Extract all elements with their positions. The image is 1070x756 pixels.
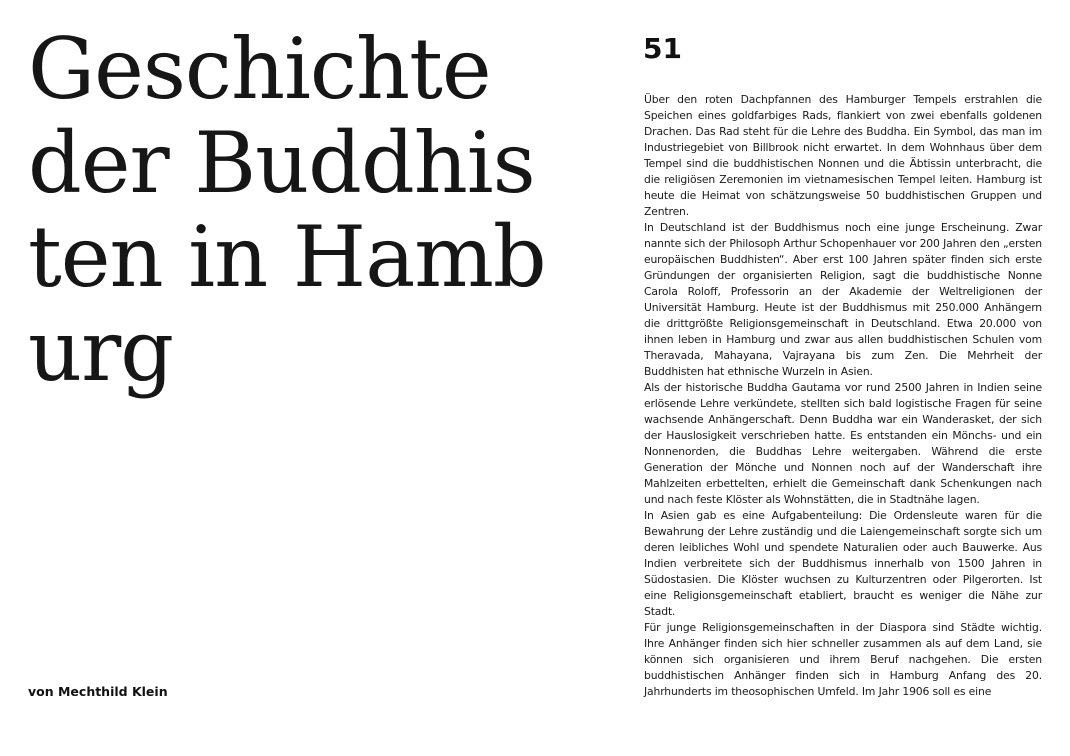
title-line: der Buddhis [28, 114, 535, 212]
title-line: Geschichte [28, 20, 491, 118]
title-line: urg [28, 302, 174, 400]
paragraph: In Asien gab es eine Aufgabenteilung: Die Ordensleute waren für die Bewahrung der Lehre zuständig und die Laiengemeinschaft sorgte sich um deren leibliches Wohl und spendete Naturalien oder auch Bauwerke. Aus Indien verbreitete sich der Buddhismus innerhalb von 1500 Jahren in Südostasien. Die Klöster wuchsen zu Kulturzentren oder Pilgerorten. Ist eine Religionsgemeinschaft etabliert, braucht es weniger die Nähe zur Stadt. [644, 509, 1042, 618]
article-title [28, 20, 546, 400]
paragraph: In Deutschland ist der Buddhismus noch eine junge Erscheinung. Zwar nannte sich der Philosoph Arthur Schopenhauer vor 200 Jahren den „ersten europäischen Buddhisten“. Aber erst 100 Jahren später finden sich erste Gründungen der organisierten Religion, sagt die buddhistische Nonne Carola Roloff, Professorin an der Akademie der Weltreligionen der Universität Hamburg. Heute ist der Buddhismus mit 250.000 Anhängern die drittgrößte Religionsgemeinschaft in Deutschland. Etwa 20.000 von ihnen leben in Hamburg und zwar aus allen buddhistischen Schulen vom Theravada, Mahayana, Vajrayana bis zum Zen. Die Mehrheit der Buddhisten hat ethnische Wurzeln in Asien. [644, 221, 1042, 378]
paragraph: Für junge Religionsgemeinschaften in der Diaspora sind Städte wichtig. Ihre Anhänger finden sich hier schneller zusammen als auf dem Land, sie können sich organisieren und ihrem Beruf nachgehen. Die ersten buddhistischen Anhänger finden sich in Hamburg Anfang des 20. Jahrhunderts im theosophischen Umfeld. Im Jahr 1906 soll es eine [644, 621, 1042, 698]
paragraph: Über den roten Dachpfannen des Hamburger Tempels erstrahlen die Speichen eines goldfarbiges Rads, flankiert von zwei ebenfalls goldenen Drachen. Das Rad steht für die Lehre des Buddha. Ein Symbol, das man im Industriegebiet von Billbrook nicht erwartet. In dem Wohnhaus über dem Tempel sind die buddhistischen Nonnen und die Äbtissin unterbracht, die die religiösen Zeremonien im vietnamesischen Tempel leiten. Hamburg ist heute die Heimat von schätzungsweise 50 buddhistischen Gruppen und Zentren. [644, 93, 1042, 218]
page-number: 51 [643, 32, 682, 65]
title-line: ten in Hamb [28, 208, 546, 306]
paragraph: Als der historische Buddha Gautama vor rund 2500 Jahren in Indien seine erlösende Lehre verkündete, stellten sich bald logistische Fragen für seine wachsende Anhängerschaft. Denn Buddha war ein Wanderasket, der sich der Hauslosigkeit verschrieben hatte. Es entstanden ein Mönchs- und ein Nonnenorden, die Buddhas Lehre weitergaben. Während die erste Generation der Mönche und Nonnen noch auf der Wanderschaft ihre Mahlzeiten erbettelten, erhielt die Gemeinschaft dank Schenkungen nach und nach feste Klöster als Wohnstätten, die in Stadtnähe lagen. [644, 381, 1042, 506]
right-page [535, 0, 1070, 756]
article-body [644, 92, 1042, 700]
author-byline: von Mechthild Klein [28, 684, 168, 699]
